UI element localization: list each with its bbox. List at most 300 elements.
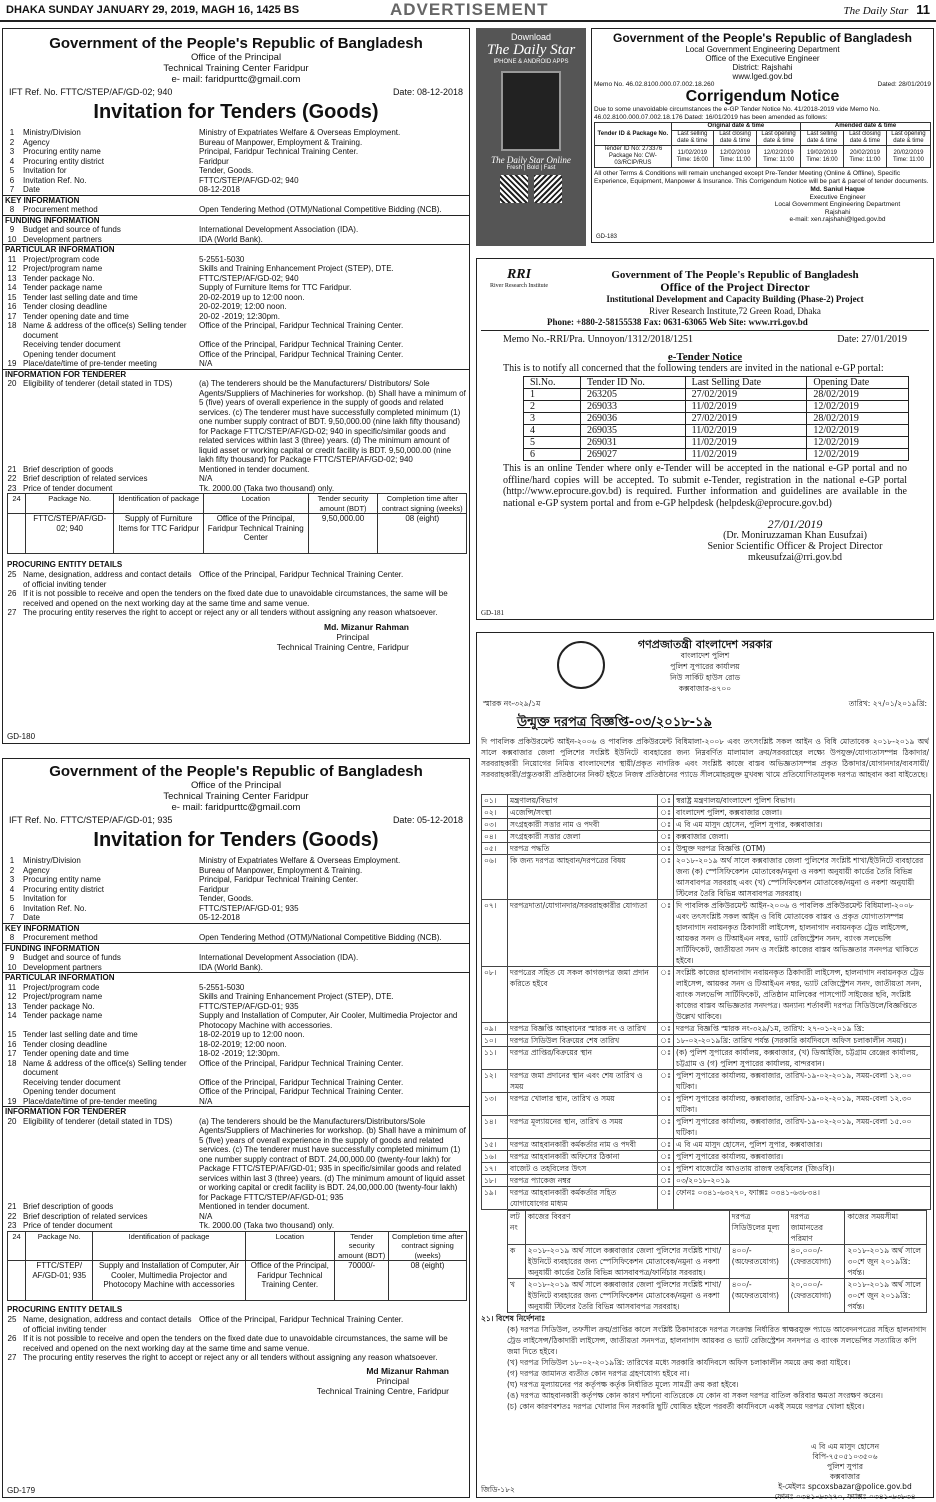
tender-title: Invitation for Tenders (Goods) [93, 829, 379, 851]
table-row [3, 138, 469, 148]
police-title: উন্মুক্ত দরপত্র বিজ্ঞপ্তি-০৩/২০১৮-১৯ [517, 715, 712, 730]
row-text: If it is not possible to receive and open the tenders on the fixed date due to unavoidable circumstances, the same will be received and opened on the next working day at the same time and same venue. [23, 1334, 448, 1353]
row-value: পুলিশ বাজেটের আওতায় রাজস্ব তহবিলের (জিওবি)। [674, 1163, 931, 1175]
office-name: Office of the Principal [190, 780, 282, 791]
table-row [482, 1093, 931, 1116]
corrigendum-table: Tender ID & Package No. Original date & time Amended date & time Last selling date & time Last closing date & time Last opening date & time Last selling date & time Last closing date & time Last opening date & time Tender ID No: 273376 Package No: CW-03/RCIP/RUS 11/02/2019 Time: 16:00 12/02/2019 Time: 11:00 12/02/2019 Time: 11:00 19/02/2019 Time: 16:00 20/02/2019 Time: 11:00 20/02/2019 Time: 11:00 [594, 122, 931, 168]
row-number: 10 [7, 234, 17, 244]
note-item: (খ) দরপত্র সিডিউল ১৮-০২-২০১৯খ্রি: তারিখের মধ্যে সরকারি কার্যদিবসে অফিস চলাকালীন সময়ে ক্রয় করা যাইবে। [507, 1358, 851, 1367]
table-cell: 12/02/2019 [807, 401, 909, 413]
table-row [3, 484, 469, 494]
row-number: 4 [9, 156, 15, 166]
row-number: 19 [7, 1096, 17, 1106]
row-number: 27 [7, 608, 17, 617]
police-emblem-icon [557, 641, 605, 689]
table-row [524, 401, 909, 413]
row-number: 14 [7, 1011, 17, 1020]
table-cell: 269036 [580, 413, 685, 425]
row-label: Receiving tender document [23, 1077, 121, 1087]
row-value: Office of the Principal, Faridpur Technical Training Center. [199, 321, 404, 330]
row-label: Brief description of goods [23, 1202, 114, 1211]
phone-image [501, 71, 561, 151]
table-row [3, 983, 469, 993]
row-value: ০৩/২০১৮-২০১৯ [674, 1175, 931, 1187]
etender-title: e-Tender Notice [667, 351, 743, 363]
row-number: 27 [7, 1353, 17, 1362]
row-number [3, 1087, 21, 1097]
row-label: মন্ত্রণালয়/বিভাগ [508, 795, 658, 807]
table-cell: ২০১৮-২০১৯ অর্থ সালে কক্সবাজার জেলা পুলিশের সংশ্লিষ্ট শাখা/ইউনিটে ব্যবহারের জন্য স্পেসিফিকেশন মোতাবেক/নমুনা ও নকশা অনুযায়ী স্টিলের তৈরি বিভিন্ন আসবাবপত্র সরবরাহ। [525, 1279, 729, 1313]
row-label: Procuring entity district [23, 884, 104, 894]
colon: ঃ [658, 900, 674, 967]
row-label: Project/program name [23, 992, 103, 1001]
table-row [524, 389, 909, 401]
colon: ঃ [658, 1035, 674, 1047]
row-number: 25 [7, 1315, 17, 1324]
row-number: 7 [9, 185, 15, 194]
table-row [3, 1049, 469, 1059]
row-value: Ministry of Expatriates Welfare & Overseas Employment. [199, 856, 401, 865]
table-header [524, 377, 909, 389]
table-row [3, 885, 469, 895]
row-label: দরপত্র প্যাকেজ নম্বর [508, 1175, 658, 1187]
table-cell: 269035 [580, 425, 685, 437]
table-row [3, 1315, 469, 1334]
row-value: Skills and Training Enhancement Project (STEP), DTE. [199, 264, 394, 273]
row-value: 18-02-2019; 12:00 noon. [199, 1039, 287, 1049]
table-row [3, 1202, 469, 1212]
row-value: Mentioned in tender document. [199, 464, 310, 474]
table-cell: 2 [524, 401, 581, 413]
table-cell: ক [508, 1245, 526, 1279]
row-number: ১৭। [482, 1163, 508, 1175]
colon: ঃ [658, 1163, 674, 1175]
table-row [508, 1245, 927, 1279]
table-row [3, 1040, 469, 1050]
column-header: লট নং [508, 1211, 526, 1245]
row-number: 20 [7, 379, 17, 388]
row-label: Agency [23, 865, 50, 875]
row-number: ০৩। [482, 819, 508, 831]
row-label: Opening tender document [23, 349, 116, 359]
table-row [482, 1047, 931, 1070]
table-cell: 4 [524, 425, 581, 437]
table-cell: ৪০০/- (অফেরতযোগ্য) [729, 1279, 788, 1313]
table-cell: ৪০০/- (অফেরতযোগ্য) [729, 1245, 788, 1279]
table-cell: 269031 [580, 437, 685, 449]
row-number: ১৯। [482, 1187, 508, 1210]
table-header [508, 1211, 927, 1245]
rri-etender-ad: RRI River Research Institute Government of The People's Republic of Bangladesh Office of the Project Director Institutional Development and Capacity Building (Phase-2) Project River Research Institute,72 Green Road, Dhaka Phone: +880-2-58155538 Fax: 0631-63065 Web Site: www.rri.gov.bd Memo No.-RRI/Pra. Unnoyon/1312/2018/1251 Date: 27/01/2019 e-Tender Notice This is to notify all concerned that the following tenders are invited in the national e-GP portal: Sl.No. Tender ID No. Last Selling Date Opening Date 1 263205 27/02/2019 28/02/2019 2 269033 11/02/2019 12/02/2019 3 269036 27/02/2019 28/02/2019 4 269035 11/02/2019 12/02/2019 5 269031 11/02/2019 12/02/2019 6 269027 11/02/2019 12/02/2019 This is an online Tender where only e-Tender will be accepted in the national e-GP portal and no offline/hard copies will be accepted. To submit e-Tender, registration in the national e-GP portal (http://www.eprocure.gov.bd) is required. Further information and guidelines are available in the national e-GP system portal and from e-GP helpdesk (helpdesk@eprocure.gov.bd) 27/01/2019 (Dr. Moniruzzaman Khan Eusufzai) Senior Scientific Officer & Project Director mkeusufzai@rri.gov.bd GD-181 [476, 258, 934, 620]
row-label: Procurement method [23, 205, 98, 214]
table-row [482, 819, 931, 831]
row-number: ০৫। [482, 843, 508, 855]
row-label: Tender last selling date and time [23, 292, 138, 302]
row-number: 18 [7, 321, 17, 330]
row-label: Tender closing deadline [23, 1039, 108, 1049]
section-heading: INFORMATION FOR TENDERER [3, 369, 469, 379]
row-value: এ বি এম মাসুদ হোসেন, পুলিশ সুপার, কক্সবাজার। [674, 819, 931, 831]
table-cell: 11/02/2019 [685, 401, 807, 413]
row-label: Tender package name [23, 1011, 103, 1020]
table-row [3, 1117, 469, 1203]
row-value: Principal, Faridpur Technical Training Center. [199, 875, 359, 884]
row-number: ০৭। [482, 900, 508, 967]
email[interactable]: e- mail: faridpurttc@gmail.com [171, 802, 301, 813]
row-value: FTTC/STEP/AF/GD-01; 935 [199, 1001, 299, 1011]
special-notes [507, 1324, 929, 1442]
row-label: Invitation for [23, 894, 67, 903]
corrigendum-title: Corrigendum Notice [685, 88, 840, 105]
row-value: 5-2551-5030 [199, 982, 245, 992]
table-row [3, 923, 469, 933]
row-label: দরপত্রের সহিত যে সকল কাগজপত্র জমা প্রদান করিতে হইবে [508, 967, 658, 1023]
row-label: Brief description of goods [23, 464, 114, 474]
table-row [3, 1078, 469, 1088]
row-value: Bureau of Manpower, Employment & Training. [199, 865, 363, 875]
section-heading: PARTICULAR INFORMATION [3, 973, 469, 983]
column-header: Opening Date [807, 377, 909, 389]
row-label: কি জন্য দরপত্র আহবান/দরপত্রের বিষয় [508, 855, 658, 900]
table-row [3, 157, 469, 167]
row-value: Open Tendering Method (OTM)/National Competitive Bidding (NCB). [199, 205, 442, 214]
tender-table [3, 856, 469, 1231]
row-value: N/A [199, 359, 213, 368]
row-value: ২০১৮-২০১৯ অর্থ সালে কক্সবাজার জেলা পুলিশের সংশ্লিষ্ট শাখা/ইউনিটে ব্যবহারের জন্য (ক) স্পেসিফিকেশন মোতাবেক/নমুনা ও নকশা অনুযায়ী কার্ডের তৈরি বিভিন্ন আসবাবপত্র সরবরাহ এবং (খ) স্পেসিফিকেশন মোতাবেক/নমুনা ও নকশা অনুযায়ী স্টিলের তৈরি বিভিন্ন আসবাবপত্র সরবরাহ। [674, 855, 931, 900]
ad-code: GD-180 [7, 732, 36, 741]
row-number: ১০। [482, 1035, 508, 1047]
table-cell: ৪০,০০০/- (ফেরতযোগ্য) [788, 1245, 845, 1279]
row-label: দরপত্র খোলার স্থান, তারিখ ও সময় [508, 1093, 658, 1116]
table-row [3, 176, 469, 186]
row-value: দরপত্র বিজ্ঞপ্তি স্মারক নং-৩২৯/১ম, তারিখ: ২৭-০১-২০১৯ খ্রি: [674, 1023, 931, 1035]
app-promo[interactable]: Download The Daily Star IPHONE & ANDROID APPS The Daily Star Online Fresh | Bold | Fast [476, 28, 586, 246]
table-row [482, 1070, 931, 1093]
table-row [3, 1107, 469, 1117]
row-number: 3 [9, 875, 15, 884]
row-label: দরপত্র জমা প্রদানের স্থান এবং শেষ তারিখ ও সময় [508, 1070, 658, 1093]
table-row [482, 1116, 931, 1139]
row-number: 17 [7, 311, 17, 321]
column-header: কাজের বিবরণ [525, 1211, 729, 1245]
row-label: Agency [23, 137, 50, 147]
table-row [508, 1279, 927, 1313]
table-row [3, 245, 469, 255]
police-tender-ad: গণপ্রজাতন্ত্রী বাংলাদেশ সরকার বাংলাদেশ পুলিশ পুলিশ সুপারের কার্যালয় নিউ সার্কিট হাউস রোড কক্সবাজার-৪৭০০ স্মারক নং-৩২৯/১ম তারিখ: ২৭/০১/২০১৯খ্রি: উন্মুক্ত দরপত্র বিজ্ঞপ্তি-০৩/২০১৮-১৯ দি পাবলিক প্রকিউরমেন্ট আইন-২০০৬ ও পাবলিক প্রকিউরমেন্ট বিধিমালা-২০০৮ এবং তৎসংশ্লিষ্ট সকল আইন ও বিধি মোতাবেক ২০১৮-২০১৯ অর্থ সালে কক্সবাজার জেলা পুলিশের সংশ্লিষ্ট ইউনিটে ব্যবহারের জন্য নিম্নবর্ণিত মালামাল ক্রয়/সরবরাহের লক্ষ্যে উপযুক্ত/যোগ্যতাসম্পন্ন ঠিকাদার/সরবরাহকারী নিয়োগের নিমিত্ত বাংলাদেশের স্থায়ী/প্রকৃত নাগরিক এবং সংশ্লিষ্ট কাজে বাস্তব অভিজ্ঞতাসম্পন্ন প্রকৃত ঠিকাদার/যোগানদার/ব্যবসায়ী/সরবরাহকারী/প্রস্তুতকারী প্রতিষ্ঠানের নিকট হইতে নিজস্ব প্রতিষ্ঠানের প্যাডে সীলমোহরযুক্ত মুখবন্ধ খামে প্রতিযোগিতামূলক দরপত্র আহবান করা যাইতেছে। ০১। মন্ত্রণালয়/বিভাগ ঃ স্বরাষ্ট্র মন্ত্রণালয়/বাংলাদেশ পুলিশ বিভাগ। ০২। এজেন্সি/সংস্থা ঃ বাংলাদেশ পুলিশ, কক্সবাজার জেলা। ০৩। সংগ্রহকারী সত্তার নাম ও পদবী ঃ এ বি এম মাসুদ হোসেন, পুলিশ সুপার, কক্সবাজার। ০৪। সংগ্রহকারী সত্তার জেলা ঃ কক্সবাজার জেলা। ০৫। দরপত্র পদ্ধতি ঃ উন্মুক্ত দরপত্র বিজ্ঞপ্তি (OTM) ০৬। কি জন্য দরপত্র আহবান/দরপত্রের বিষয় ঃ ২০১৮-২০১৯ অর্থ সালে কক্সবাজার জেলা পুলিশের সংশ্লিষ্ট শাখা/ইউনিটে ব্যবহারের জন্য (ক) স্পেসিফিকেশন মোতাবেক/নমুনা ও নকশা অনুযায়ী কার্ডের তৈরি বিভিন্ন আসবাবপত্র সরবরাহ এবং (খ) স্পেসিফিকেশন মোতাবেক/নমুনা ও নকশা অনুযায়ী স্টিলের তৈরি বিভিন্ন আসবাবপত্র সরবরাহ। ০৭। দরপত্রদাতা/যোগানদার/সরবরাহকারীর যোগ্যতা ঃ দি পাবলিক প্রকিউরমেন্ট আইন-২০০৬ ও পাবলিক প্রকিউরমেন্ট বিধিমালা-২০০৮ এবং তৎসংশ্লিষ্ট সকল আইন ও বিধি মোতাবেক বাস্তব ও প্রকৃত যোগ্যতাসম্পন্ন হালনাগাদ নবায়নকৃত ঠিকাদারী লাইসেন্স, হালনাগাদ নবায়নকৃত ট্রেড লাইসেন্স, আয়কর সনদ ও টিআইএন নম্বর, ভ্যাট রেজিস্ট্রেশন সনদ, ব্যাংক সলভেন্সি সার্টিফিকেট, জাতীয়তা সনদ ও সংশ্লিষ্ট কাজের বাস্তব অভিজ্ঞতার সনদপত্র থাকিতে হইবে। ০৮। দরপত্রের সহিত যে সকল কাগজপত্র জমা প্রদান করিতে হইবে ঃ সংশ্লিষ্ট কাজের হালনাগাদ নবায়নকৃত ঠিকাদারী লাইসেন্স, হালনাগাদ নবায়নকৃত ট্রেড লাইসেন্স, আয়কর সনদ ও টিআইএন নম্বর, ভ্যাট রেজিস্ট্রেশন সনদ, জাতীয়তা সনদ, ব্যাংক সলভেন্সি সার্টিফিকেট, প্রতিষ্ঠান মালিকের পাসপোর্ট সাইজের ছবি, সংশ্লিষ্ট কাজের বাস্তব অভিজ্ঞতার সনদপত্র। অন্যান্য শর্তাবলী দরপত্র সিডিউলে/বিজ্ঞপ্তিতে উল্লেখ থাকিবে। ০৯। দরপত্র বিজ্ঞপ্তি আহবানের স্মারক নং ও তারিখ ঃ দরপত্র বিজ্ঞপ্তি স্মারক নং-৩২৯/১ম, তারিখ: ২৭-০১-২০১৯ খ্রি: ১০। দরপত্র সিডিউল বিক্রয়ের শেষ তারিখ ঃ ১৮-০২-২০১৯খ্রি: তারিখ পর্যন্ত (সরকারি কার্যদিবসে অফিস চলাকালীন সময়)। ১১। দরপত্র প্রাপ্তির/বিক্রয়ের স্থান ঃ (ক) পুলিশ সুপারের কার্যালয়, কক্সবাজার, (খ) ডিআইজি, চট্টগ্রাম রেঞ্জের কার্যালয়, চট্টগ্রাম ও (গ) পুলিশ সুপারের কার্যালয়, বান্দরবান। ১২। দরপত্র জমা প্রদানের স্থান এবং শেষ তারিখ ও সময় ঃ পুলিশ সুপারের কার্যালয়, কক্সবাজার, তারিখ-১৯-০২-২০১৯, সময়-বেলা ১২.০০ ঘটিকা। ১৩। দরপত্র খোলার স্থান, তারিখ ও সময় ঃ পুলিশ সুপারের কার্যালয়, কক্সবাজার, তারিখ-১৯-০২-২০১৯, সময়-বেলা ১২.৩০ ঘটিকা। ১৪। দরপত্র মূল্যায়নের স্থান, তারিখ ও সময় ঃ পুলিশ সুপারের কার্যালয়, কক্সবাজার, তারিখ-১৯-০২-২০১৯, সময়-বেলা ১৫.০০ ঘটিকা। ১৫। দরপত্র আহবানকারী কর্মকর্তার নাম ও পদবী ঃ এ বি এম মাসুদ হোসেন, পুলিশ সুপার, কক্সবাজার। ১৬। দরপত্র আহবানকারী অফিসের ঠিকানা ঃ পুলিশ সুপারের কার্যালয়, কক্সবাজার। ১৭। বাজেট ও তহবিলের উৎস ঃ পুলিশ বাজেটের আওতায় রাজস্ব তহবিলের (জিওবি)। ১৮। দরপত্র প্যাকেজ নম্বর ঃ ০৩/২০১৮-২০১৯ ১৯। দরপত্র আহবানকারী কর্মকর্তার সহিত যোগাযোগের মাধ্যম ঃ ফোনঃ ০৩৪১-৬৩২৭০, ফ্যাক্সঃ ০৩৪১-৬৩৮৩৪। লট নং কাজের বিবরণ দরপত্র সিডিউলের মূল্য দরপত্র জামানতের পরিমাণ কাজের সময়সীমা ক ২০১৮-২০১৯ অর্থ সালে কক্সবাজার জেলা পুলিশের সংশ্লিষ্ট শাখা/ইউনিটে ব্যবহারের জন্য স্পেসিফিকেশন মোতাবেক/নমুনা ও নকশা অনুযায়ী কার্ডের তৈরি বিভিন্ন আসবাবপত্র/ফার্নিচার সরবরাহ। ৪০০/- (অফেরতযোগ্য) ৪০,০০০/- (ফেরতযোগ্য) ২০১৮-২০১৯ অর্থ সালে ৩০শে জুন ২০১৯খ্রি: পর্যন্ত। খ ২০১৮-২০১৯ অর্থ সালে কক্সবাজার জেলা পুলিশের সংশ্লিষ্ট শাখা/ইউনিটে ব্যবহারের জন্য স্পেসিফিকেশন মোতাবেক/নমুনা ও নকশা অনুযায়ী স্টিলের তৈরি বিভিন্ন আসবাবপত্র সরবরাহ। ৪০০/- (অফেরতযোগ্য) ২০,০০০/- (ফেরতযোগ্য) ২০১৮-২০১৯ অর্থ সালে ৩০শে জুন ২০১৯খ্রি: পর্যন্ত। ২১। বিশেষ নির্দেশনাঃ (ক) দরপত্র সিডিউল, তফসীল ক্রয়/প্রাপ্তির কালে সংশ্লিষ্ট ঠিকাদারকে দরপত্র সংক্রান্ত নির্ধারিত স্বাক্ষরযুক্ত প্যাডে আবেদনপত্রের সহিত হালনাগাদ ট্রেড লাইসেন্স/ঠিকাদারী লাইসেন্স, জাতীয়তা সনদপত্র, হালনাগাদ আয়কর ও ভ্যাট রেজিস্ট্রেশন সনদপত্র ও ব্যাংক সলভেন্সির সত্যায়িত কপি জমা দিতে হইবে। (খ) দরপত্র সিডিউল ১৮-০২-২০১৯খ্রি: তারিখের মধ্যে সরকারি কার্যদিবসে অফিস চলাকালীন সময়ে ক্রয় করা যাইবে। (গ) দরপত্র জামানত ব্যতীত কোন দরপত্র গ্রহণযোগ্য হইবে না। (ঘ) দরপত্র মূল্যায়নের পর কর্তৃপক্ষ কর্তৃক নির্ধারিত মূল্যে সামগ্রী ক্রয় করা হইবে। (ঙ) দরপত্র আহবানকারী কর্তৃপক্ষ কোন কারণ দর্শানো ব্যতিরেকে যে কোন বা সকল দরপত্র বাতিল করিবার ক্ষমতা সংরক্ষণ করেন। (চ) কোন কারণবশতঃ দরপত্র খোলার দিন সরকারি ছুটি ঘোষিত হইলে পরবর্তী কার্যদিবসে একই সময়ে দরপত্র খোলা হইবে। এ বি এম মাসুদ হোসেন বিপি-৭৫০৫১০৩৫০৬ পুলিশ সুপার কক্সবাজার ই-মেইলঃ spcoxsbazar@police.gov.bd ফোনঃ ০৩৪১-৬৩২৭০, ফ্যাক্সঃ ০৩৪১-৬৩৮৩৪ জিডি-১৮২ [476, 632, 934, 1498]
gov-title: Government of the People's Republic of Bangladesh [49, 763, 423, 780]
table-row [482, 1151, 931, 1163]
row-label: দরপত্র বিজ্ঞপ্তি আহবানের স্মারক নং ও তারিখ [508, 1023, 658, 1035]
colon: ঃ [658, 1093, 674, 1116]
row-number: ১২। [482, 1070, 508, 1093]
table-cell: 1 [524, 389, 581, 401]
row-number: 14 [7, 283, 17, 292]
table-row [482, 855, 931, 900]
row-value: Tender, Goods. [199, 894, 254, 903]
row-number: ০২। [482, 807, 508, 819]
row-number: 26 [7, 1334, 17, 1343]
row-value: Office of the Principal, Faridpur Technical Training Center. [199, 1077, 404, 1087]
row-value: দি পাবলিক প্রকিউরমেন্ট আইন-২০০৬ ও পাবলিক প্রকিউরমেন্ট বিধিমালা-২০০৮ এবং তৎসংশ্লিষ্ট সকল আইন ও বিধি মোতাবেক বাস্তব ও প্রকৃত যোগ্যতাসম্পন্ন হালনাগাদ নবায়নকৃত ঠিকাদারী লাইসেন্স, হালনাগাদ নবায়নকৃত ট্রেড লাইসেন্স, আয়কর সনদ ও টিআইএন নম্বর, ভ্যাট রেজিস্ট্রেশন সনদ, ব্যাংক সলভেন্সি সার্টিফিকেট, জাতীয়তা সনদ ও সংশ্লিষ্ট কাজের বাস্তব অভিজ্ঞতার সনদপত্র থাকিতে হইবে। [674, 900, 931, 967]
table-row [3, 904, 469, 914]
table-cell: 12/02/2019 [807, 437, 909, 449]
row-label: Tender package name [23, 283, 103, 292]
table-cell: 269033 [580, 401, 685, 413]
row-label: Name & address of the office(s) Selling tender document [23, 1058, 187, 1077]
table-row [3, 1030, 469, 1040]
procuring-heading: PROCURING ENTITY DETAILS [7, 560, 123, 569]
row-label: Project/program name [23, 264, 103, 273]
row-value: Supply of Furniture Items for TTC Faridpur. [199, 283, 352, 292]
row-value: Bureau of Manpower, Employment & Training. [199, 137, 363, 147]
table-row [3, 293, 469, 303]
table-row [524, 413, 909, 425]
row-number: 15 [7, 292, 17, 302]
note-item: (ক) দরপত্র সিডিউল, তফসীল ক্রয়/প্রাপ্তির কালে সংশ্লিষ্ট ঠিকাদারকে দরপত্র সংক্রান্ত নির্ধারিত স্বাক্ষরযুক্ত প্যাডে আবেদনপত্রের সহিত হালনাগাদ ট্রেড লাইসেন্স/ঠিকাদারী লাইসেন্স, জাতীয়তা সনদপত্র, হালনাগাদ আয়কর ও ভ্যাট রেজিস্ট্রেশন সনদপত্র ও ব্যাংক সলভেন্সির সত্যায়িত কপি জমা দিতে হইবে। [507, 1325, 927, 1356]
row-value: Tk. 2000.00 (Taka two thousand) only. [199, 1221, 335, 1230]
row-number: 5 [9, 166, 15, 175]
colon: ঃ [658, 831, 674, 843]
row-label: এজেন্সি/সংস্থা [508, 807, 658, 819]
row-number: ১৬। [482, 1151, 508, 1163]
row-label: Opening tender document [23, 1087, 116, 1096]
row-value: Office of the Principal, Faridpur Technical Training Center. [199, 349, 404, 359]
row-label: Name, designation, address and contact details of official inviting tender [23, 1315, 192, 1334]
colon: ঃ [658, 855, 674, 900]
row-label: Place/date/time of pre-tender meeting [23, 1096, 157, 1106]
table-row [3, 963, 469, 973]
table-row [3, 894, 469, 904]
row-label: Price of tender document [23, 1221, 113, 1230]
row-label: Date [23, 185, 40, 194]
row-label: Project/program code [23, 254, 100, 264]
row-value: Ministry of Expatriates Welfare & Overseas Employment. [199, 128, 401, 137]
row-value: Office of the Principal, Faridpur Technical Training Center. [199, 340, 404, 349]
table-row [482, 967, 931, 1023]
row-number: ১৮। [482, 1175, 508, 1187]
row-number: 20 [7, 1116, 17, 1126]
row-number [3, 1078, 21, 1088]
center-name: Technical Training Center Faridpur [163, 63, 309, 74]
ref-no: IFT Ref. No. FTTC/STEP/AF/GD-02; 940 [9, 87, 173, 97]
row-number: 7 [9, 913, 15, 922]
note-item: (গ) দরপত্র জামানত ব্যতীত কোন দরপত্র গ্রহণযোগ্য হইবে না। [507, 1369, 690, 1378]
row-number: 1 [9, 128, 15, 137]
ref-no: IFT Ref. No. FTTC/STEP/AF/GD-01; 935 [9, 815, 173, 825]
row-label: Tender package No. [23, 1001, 95, 1011]
row-number: 11 [7, 982, 17, 992]
tender-table [3, 128, 469, 493]
table-row [3, 369, 469, 379]
table-row [3, 359, 469, 369]
colon: ঃ [658, 1070, 674, 1093]
section-heading: FUNDING INFORMATION [3, 943, 469, 953]
row-value: Open Tendering Method (OTM)/National Competitive Bidding (NCB). [199, 933, 442, 942]
row-label: Name & address of the office(s) Selling tender document [23, 321, 187, 340]
table-row [3, 465, 469, 475]
row-label: Tender last selling date and time [23, 1030, 138, 1039]
table-row [3, 340, 469, 350]
row-label: Ministry/Division [23, 856, 81, 865]
row-value: Mentioned in tender document. [199, 1202, 310, 1211]
tender-ad-gd180 [2, 28, 470, 744]
row-number: ০৬। [482, 855, 508, 900]
row-value: N/A [199, 474, 213, 483]
row-label: সংগ্রহকারী সত্তার জেলা [508, 831, 658, 843]
row-value: সংশ্লিষ্ট কাজের হালনাগাদ নবায়নকৃত ঠিকাদারী লাইসেন্স, হালনাগাদ নবায়নকৃত ট্রেড লাইসেন্স, আয়কর সনদ ও টিআইএন নম্বর, ভ্যাট রেজিস্ট্রেশন সনদ, জাতীয়তা সনদ, ব্যাংক সলভেন্সি সার্টিফিকেট, প্রতিষ্ঠান মালিকের পাসপোর্ট সাইজের ছবি, সংশ্লিষ্ট কাজের বাস্তব অভিজ্ঞতার সনদপত্র। অন্যান্য শর্তাবলী দরপত্র সিডিউলে/বিজ্ঞপ্তিতে উল্লেখ থাকিবে। [674, 967, 931, 1023]
table-row [3, 875, 469, 885]
row-label: Price of tender document [23, 483, 113, 493]
table-cell: 11/02/2019 [685, 425, 807, 437]
table-row [3, 166, 469, 176]
row-label: Place/date/time of pre-tender meeting [23, 359, 157, 368]
table-row [3, 953, 469, 963]
table-cell: 3 [524, 413, 581, 425]
row-value: Faridpur [199, 884, 229, 894]
row-number: 15 [7, 1030, 17, 1039]
row-label: দরপত্র পদ্ধতি [508, 843, 658, 855]
row-number: 13 [7, 273, 17, 283]
row-value: এ বি এম মাসুদ হোসেন, পুলিশ সুপার, কক্সবাজার। [674, 1139, 931, 1151]
table-row [3, 943, 469, 953]
column-header: কাজের সময়সীমা [845, 1211, 927, 1245]
section-heading: FUNDING INFORMATION [3, 215, 469, 225]
row-number: 9 [9, 225, 15, 234]
row-label: সংগ্রহকারী সত্তার নাম ও পদবী [508, 819, 658, 831]
table-row [524, 437, 909, 449]
email[interactable]: e- mail: faridpurttc@gmail.com [171, 74, 301, 85]
table-cell: 12/02/2019 [807, 425, 909, 437]
tender-ad-gd179 [2, 758, 470, 1498]
etender-table [523, 376, 909, 461]
note-item: (ঘ) দরপত্র মূল্যায়নের পর কর্তৃপক্ষ কর্তৃক নির্ধারিত মূল্যে সামগ্রী ক্রয় করা হইবে। [507, 1380, 739, 1389]
row-number: ১৫। [482, 1139, 508, 1151]
package-table: 24 Package No. Identification of package Location Tender security amount (BDT) Completion time after contract signing (weeks) FTTC/STEP/ AF/GD-01; 935 Supply and Installation of Computer, Air Cooler, Multimedia Projector and Photocopy Machine with accessories Office of the Principal, Faridpur Technical Training Center. 70000/- 08 (eight) [7, 1231, 467, 1302]
row-value: International Development Association (IDA). [199, 225, 359, 234]
column-header: দরপত্র জামানতের পরিমাণ [788, 1211, 845, 1245]
table-row [3, 992, 469, 1002]
row-value: Office of the Principal, Faridpur Technical Training Center. [199, 570, 404, 579]
row-value: 18-02-2019 up to 12:00 noon. [199, 1030, 305, 1039]
row-value: Supply and Installation of Computer, Air Cooler, Multimedia Projector and Photocopy Machine with accessories. [199, 1011, 458, 1030]
row-value: পুলিশ সুপারের কার্যালয়, কক্সবাজার, তারিখ-১৯-০২-২০১৯, সময়-বেলা ১২.৩০ ঘটিকা। [674, 1093, 931, 1116]
table-cell: 28/02/2019 [807, 413, 909, 425]
row-label: দরপত্র আহবানকারী কর্মকর্তার নাম ও পদবী [508, 1139, 658, 1151]
signature-block: Md. Mizanur Rahman Principal Technical Training Centre, Faridpur [276, 621, 409, 652]
procuring-table [3, 1315, 469, 1363]
row-number: 8 [9, 933, 15, 942]
row-value: IDA (World Bank). [199, 234, 263, 244]
row-label: Budget and source of funds [23, 225, 121, 234]
column-header: দরপত্র সিডিউলের মূল্য [729, 1211, 788, 1245]
table-row [3, 274, 469, 284]
row-number: 12 [7, 264, 17, 273]
row-number: ১১। [482, 1047, 508, 1070]
row-number [3, 340, 21, 350]
column-header: Last Selling Date [685, 377, 807, 389]
row-value: Faridpur [199, 156, 229, 166]
qr-code-icon [500, 175, 528, 203]
table-row [482, 1187, 931, 1210]
table-row [3, 474, 469, 484]
colon: ঃ [658, 819, 674, 831]
row-number: ০৯। [482, 1023, 508, 1035]
table-row [3, 1087, 469, 1097]
table-row [3, 570, 469, 589]
section-heading: KEY INFORMATION [3, 923, 469, 933]
center-name: Technical Training Center Faridpur [163, 791, 309, 802]
row-number: 22 [7, 474, 17, 483]
row-number: 8 [9, 205, 15, 214]
row-number: 3 [9, 147, 15, 156]
row-label: Date [23, 913, 40, 922]
row-text: If it is not possible to receive and open the tenders on the fixed date due to unavoidable circumstances, the same will be received and opened on the next working day at the same time and same venue. [23, 589, 448, 608]
row-label: Procuring entity name [23, 875, 101, 884]
table-cell: ২০১৮-২০১৯ অর্থ সালে ৩০শে জুন ২০১৯খ্রি: পর্যন্ত। [845, 1245, 927, 1279]
column-header: Sl.No. [524, 377, 581, 389]
row-number: 11 [7, 254, 17, 264]
table-row [3, 264, 469, 274]
row-number: 6 [9, 175, 15, 185]
table-row [482, 1023, 931, 1035]
row-number: 16 [7, 1039, 17, 1049]
row-number: 19 [7, 359, 17, 368]
row-number: 9 [9, 953, 15, 962]
ad-code: GD-179 [7, 1486, 36, 1495]
row-number: 6 [9, 903, 15, 913]
brand-logo: The Daily Star [486, 42, 576, 58]
colon: ঃ [658, 1175, 674, 1187]
row-label: Invitation Ref. No. [23, 903, 87, 913]
row-value: IDA (World Bank). [199, 962, 263, 972]
row-value: স্বরাষ্ট্র মন্ত্রণালয়/বাংলাদেশ পুলিশ বিভাগ। [674, 795, 931, 807]
table-row [482, 795, 931, 807]
row-number: 2 [9, 865, 15, 875]
dateline: DHAKA SUNDAY JANUARY 29, 2019, MAGH 16, 1425 BS [6, 4, 300, 16]
row-number: 21 [7, 1202, 17, 1211]
row-label: Invitation Ref. No. [23, 175, 87, 185]
row-value: (ক) পুলিশ সুপারের কার্যালয়, কক্সবাজার, (খ) ডিআইজি, চট্টগ্রাম রেঞ্জের কার্যালয়, চট্টগ্রাম ও (গ) পুলিশ সুপারের কার্যালয়, বান্দরবান। [674, 1047, 931, 1070]
row-value: Skills and Training Enhancement Project (STEP), DTE. [199, 992, 394, 1001]
row-label: Development partners [23, 962, 102, 972]
row-value: বাংলাদেশ পুলিশ, কক্সবাজার জেলা। [674, 807, 931, 819]
row-label: Tender opening date and time [23, 311, 129, 321]
section-heading: INFORMATION FOR TENDERER [3, 1107, 469, 1117]
page-header [0, 0, 936, 22]
row-value: Office of the Principal, Faridpur Technical Training Center. [199, 1087, 404, 1096]
row-value: 05-12-2018 [199, 913, 240, 922]
row-value: N/A [199, 1211, 213, 1221]
table-cell: 11/02/2019 [685, 449, 807, 461]
rri-logo: RRI River Research Institute [490, 267, 548, 289]
table-row [3, 973, 469, 983]
row-number: 10 [7, 962, 17, 972]
row-number: ১৪। [482, 1116, 508, 1139]
row-number: 5 [9, 894, 15, 903]
table-row [3, 913, 469, 923]
gov-title: Government of the People's Republic of Bangladesh [49, 35, 423, 52]
note-item: (ঙ) দরপত্র আহবানকারী কর্তৃপক্ষ কোন কারণ দর্শানো ব্যতিরেকে যে কোন বা সকল দরপত্র বাতিল করিবার ক্ষমতা সংরক্ষণ করেন। [507, 1391, 883, 1400]
row-label: দরপত্র মূল্যায়নের স্থান, তারিখ ও সময় [508, 1116, 658, 1139]
table-row [3, 589, 469, 608]
table-cell: 263205 [580, 389, 685, 401]
table-row [3, 1002, 469, 1012]
colon: ঃ [658, 1187, 674, 1210]
note-item: (চ) কোন কারণবশতঃ দরপত্র খোলার দিন সরকারি ছুটি ঘোষিত হইলে পরবর্তী কার্যদিবসে একই সময়ে দরপত্র খোলা হইবে। [507, 1402, 865, 1411]
section-heading: PARTICULAR INFORMATION [3, 245, 469, 255]
table-row [524, 449, 909, 461]
row-value: 08-12-2018 [199, 185, 240, 194]
